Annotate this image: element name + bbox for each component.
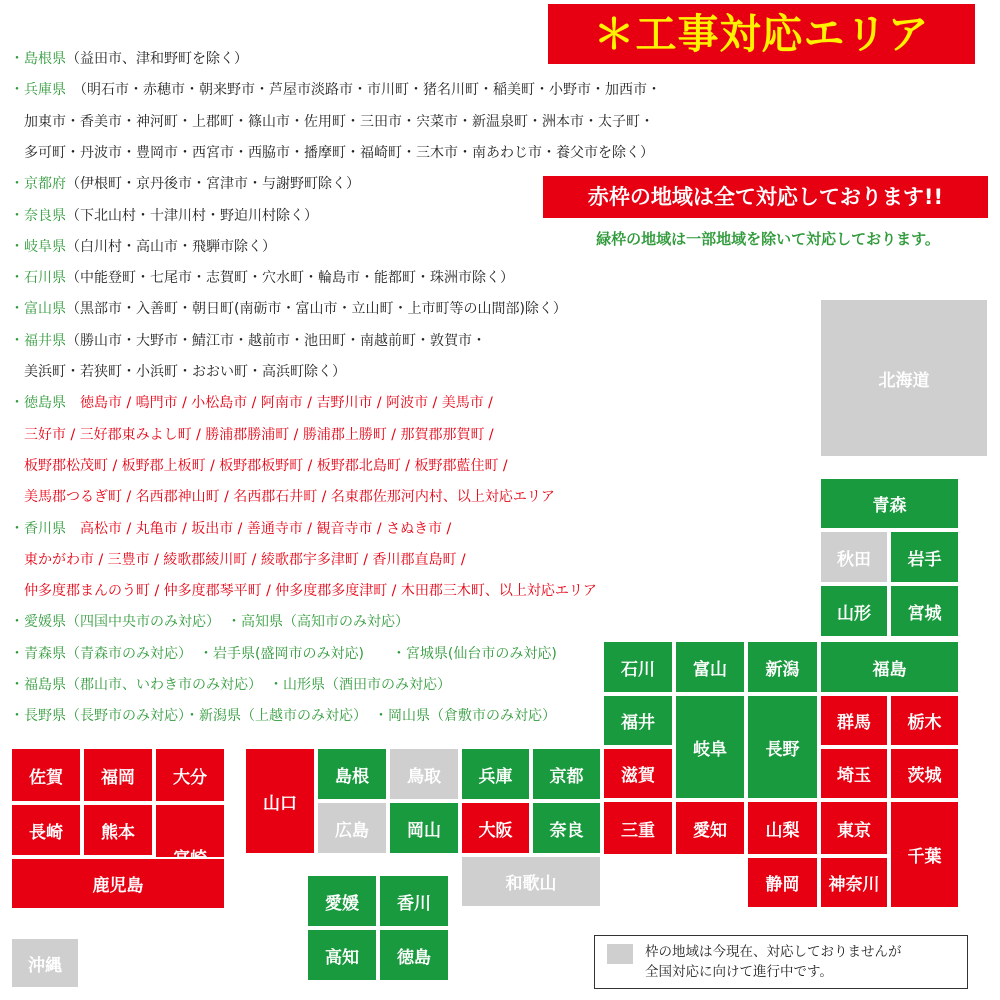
- area-line: [10, 299, 567, 319]
- prefecture-green: 福井: [602, 694, 674, 747]
- prefecture-red: 茨城: [889, 747, 960, 800]
- prefecture-red: 山口: [244, 747, 316, 855]
- prefecture-green: 兵庫: [460, 747, 531, 801]
- legend-line-1: 枠の地域は今現在、対応しておりませんが: [645, 944, 902, 960]
- area-line: [24, 550, 466, 570]
- prefecture-red: 群馬: [819, 694, 889, 747]
- prefecture-red: 福岡: [82, 747, 154, 803]
- prefecture-red: 埼玉: [819, 747, 889, 800]
- prefecture-red: 大阪: [460, 801, 531, 855]
- prefecture-red: 神奈川: [819, 856, 889, 909]
- area-line-segment: ・香川県: [10, 520, 80, 537]
- area-line: [10, 268, 514, 288]
- area-line-segment: ・奈良県: [10, 207, 66, 224]
- area-line: [10, 331, 486, 351]
- legend-text: [645, 942, 902, 982]
- prefecture-red: 千葉: [889, 800, 960, 909]
- prefecture-red: 静岡: [746, 856, 819, 909]
- area-line: [24, 581, 597, 601]
- area-line: [10, 612, 409, 632]
- area-line: [10, 206, 318, 226]
- area-line-segment: 三好市 / 三好郡東みよし町 / 勝浦郡勝浦町 / 勝浦郡上勝町 / 那賀郡那賀町 /: [24, 426, 494, 443]
- area-line: [10, 519, 451, 539]
- legend-gray-swatch: [607, 944, 633, 964]
- prefecture-red: 長崎: [10, 803, 82, 857]
- area-line-segment: 仲多度郡まんのう町 / 仲多度郡琴平町 / 仲多度郡多度津町 / 木田郡三木町、以上対応エリア: [24, 583, 597, 600]
- prefecture-gray: 北海道: [819, 298, 989, 458]
- area-line-segment: ・長野県（長野市のみ対応）・新潟県（上越市のみ対応） ・岡山県（倉敷市のみ対応）: [10, 708, 556, 725]
- area-line-segment: ・岐阜県: [10, 238, 66, 255]
- prefecture-red: 佐賀: [10, 747, 82, 803]
- notice-green-text: 緑枠の地域は一部地域を除いて対応しております。: [596, 230, 940, 248]
- prefecture-green: 福島: [819, 640, 960, 694]
- area-line: [10, 174, 360, 194]
- prefecture-gray: 沖縄: [10, 937, 80, 989]
- prefecture-gray: 広島: [316, 801, 388, 855]
- prefecture-gray: 秋田: [819, 530, 889, 584]
- area-line-segment: ・愛媛県（四国中央市のみ対応） ・高知県（高知市のみ対応）: [10, 614, 409, 631]
- area-line-segment: ・兵庫県: [10, 82, 80, 99]
- notice-red-banner: 赤枠の地域は全て対応しております!!: [543, 176, 988, 218]
- area-line-segment: （白川村・高山市・飛騨市除く）: [66, 238, 276, 255]
- prefecture-green: 宮城: [889, 584, 960, 638]
- prefecture-green: 岡山: [388, 801, 460, 855]
- prefecture-green: 富山: [674, 640, 746, 694]
- prefecture-green: 岐阜: [674, 694, 746, 800]
- prefecture-green: 徳島: [378, 928, 450, 982]
- area-line-segment: ・石川県: [10, 270, 66, 287]
- area-line-segment: 美馬郡つるぎ町 / 名西郡神山町 / 名西郡石井町 / 名東郡佐那河内村、以上対応エリア: [24, 489, 555, 506]
- area-line-segment: （伊根町・京丹後市・宮津市・与謝野町除く）: [66, 176, 360, 193]
- area-line-segment: （勝山市・大野市・鯖江市・越前市・池田町・南越前町・敦賀市・: [66, 332, 486, 349]
- area-line: [10, 644, 557, 664]
- area-line: [10, 237, 276, 257]
- area-line-segment: 東かがわ市 / 三豊市 / 綾歌郡綾川町 / 綾歌郡宇多津町 / 香川郡直島町 /: [24, 551, 466, 568]
- prefecture-green: 新潟: [746, 640, 819, 694]
- area-line: [24, 487, 555, 507]
- area-line-segment: （益田市、津和野町を除く）: [66, 51, 248, 67]
- prefecture-green: 京都: [531, 747, 602, 801]
- prefecture-green: 石川: [602, 640, 674, 694]
- area-line-segment: ・島根県: [10, 51, 66, 67]
- page-title: ＊工事対応エリア: [548, 4, 975, 64]
- area-line-segment: ・福島県（郡山市、いわき市のみ対応） ・山形県（酒田市のみ対応）: [10, 677, 451, 693]
- area-line: [24, 362, 346, 382]
- area-line-segment: ・富山県: [10, 301, 66, 318]
- area-line: [10, 393, 493, 413]
- area-line: [24, 425, 494, 445]
- prefecture-green: 島根: [316, 747, 388, 801]
- area-line-segment: 高松市 / 丸亀市 / 坂出市 / 善通寺市 / 観音寺市 / さぬき市 /: [80, 520, 452, 537]
- prefecture-red: 愛知: [674, 800, 746, 856]
- prefecture-green: 香川: [378, 874, 450, 928]
- area-line: [24, 112, 654, 132]
- prefecture-green: 山形: [819, 584, 889, 638]
- prefecture-red: 東京: [819, 800, 889, 856]
- prefecture-red: 山梨: [746, 800, 819, 856]
- legend-line-2: 全国対応に向けて進行中です。: [645, 964, 833, 980]
- area-line-segment: ・徳島県: [10, 395, 80, 412]
- prefecture-green: 高知: [306, 928, 378, 982]
- area-line: [10, 80, 661, 100]
- area-line-segment: ・青森県（青森市のみ対応） ・岩手県(盛岡市のみ対応) ・宮城県(仙台市のみ対応): [10, 645, 557, 662]
- prefecture-red: 鹿児島: [10, 857, 226, 910]
- area-line-segment: 加東市・香美市・神河町・上郡町・篠山市・佐用町・三田市・宍菜市・新温泉町・洲本市・太子町・: [24, 113, 654, 130]
- area-line-segment: 板野郡松茂町 / 板野郡上板町 / 板野郡板野町 / 板野郡北島町 / 板野郡藍住町 /: [24, 457, 508, 474]
- area-line-segment: （黒部市・入善町・朝日町(南砺市・富山市・立山町・上市町等の山間部)除く）: [66, 301, 567, 318]
- prefecture-red: 三重: [602, 800, 674, 856]
- area-line-segment: （中能登町・七尾市・志賀町・穴水町・輪島市・能都町・珠洲市除く）: [66, 270, 514, 287]
- prefecture-red: 滋賀: [602, 747, 674, 800]
- area-line-segment: 多可町・丹波市・豊岡市・西宮市・西脇市・播摩町・福崎町・三木市・南あわじ市・養父市を除く）: [24, 144, 654, 161]
- prefecture-green: 岩手: [889, 530, 960, 584]
- legend: [594, 935, 968, 989]
- prefecture-green: 奈良: [531, 801, 602, 855]
- prefecture-green: 愛媛: [306, 874, 378, 928]
- area-line: [24, 143, 654, 163]
- area-line: [10, 675, 451, 695]
- area-line: [24, 456, 508, 476]
- area-line-segment: （下北山村・十津川村・野迫川村除く）: [66, 207, 318, 224]
- area-line-segment: 徳島市 / 鳴門市 / 小松島市 / 阿南市 / 吉野川市 / 阿波市 / 美馬市 /: [80, 395, 493, 412]
- prefecture-red: 大分: [154, 747, 226, 803]
- area-line-segment: ・福井県: [10, 332, 66, 349]
- prefecture-green: 青森: [819, 477, 960, 530]
- prefecture-red: 栃木: [889, 694, 960, 747]
- area-line: [10, 49, 248, 69]
- area-line-segment: （明石市・赤穂市・朝来野市・芦屋市淡路市・市川町・猪名川町・稲美町・小野市・加西市・: [80, 82, 661, 99]
- prefecture-gray: 鳥取: [388, 747, 460, 801]
- prefecture-red: 熊本: [82, 803, 154, 857]
- area-line-segment: 美浜町・若狭町・小浜町・おおい町・高浜町除く）: [24, 364, 346, 380]
- area-line: [10, 706, 556, 726]
- area-line-segment: ・京都府: [10, 176, 66, 193]
- prefecture-gray: 和歌山: [460, 855, 602, 908]
- prefecture-green: 長野: [746, 694, 819, 800]
